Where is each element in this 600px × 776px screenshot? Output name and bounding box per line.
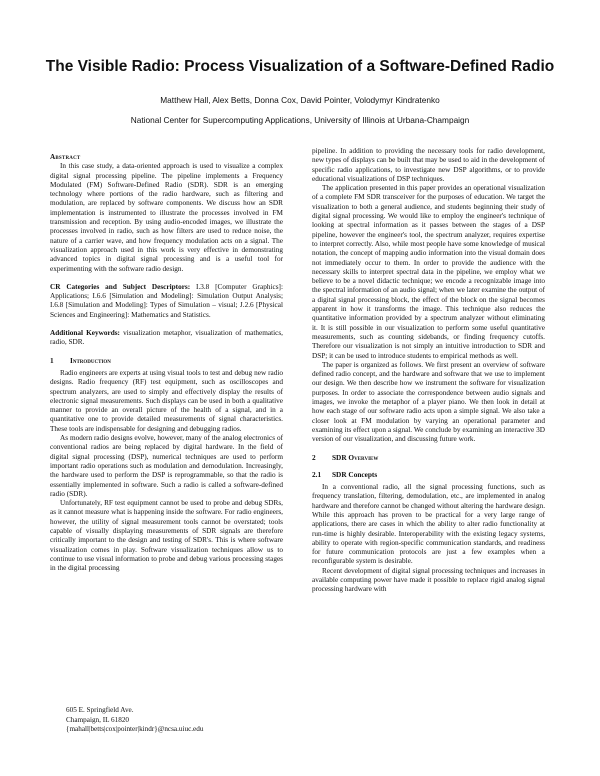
paragraph: Recent development of digital signal processing techniques and increases in available computing power have made it possible to replace rigid analog signal processing hardware with bbox=[312, 566, 545, 594]
abstract-heading: Abstract bbox=[50, 153, 81, 161]
cr-categories-label: CR Categories and Subject Descriptors: bbox=[50, 282, 191, 291]
footnote-city: Champaign, IL 61820 bbox=[66, 715, 130, 724]
author-address-footnote bbox=[66, 706, 286, 735]
section-2-title: SDR Overview bbox=[332, 452, 379, 462]
cr-categories bbox=[50, 283, 283, 320]
paragraph: Unfortunately, RF test equipment cannot be used to probe and debug SDRs, as it cannot measure what is happening inside the software. For radio engineers, however, the utility of signal measurement tools cannot be overstated; tools capable of visually displaying measurements of SDR signals are therefore critically important to the design and testing of SDR's. This is where software visualization comes in play. Software visualization techniques allow us to continue to use visual information to probe and debug various processing stages in the digital processing bbox=[50, 499, 283, 573]
paragraph: Radio engineers are experts at using visual tools to test and debug new radio designs. Radio frequency (RF) test equipment, such as oscilloscopes and spectrum analyzers, are used to simply and effectively display the results of electronic signal measurements. Such displays can be used in both a qualitative manner to provide an overall picture of the health of a signal, and in a quantitative one to provide detailed measurements of signal characteristics. These tools are indispensable for designing and debugging radios. bbox=[50, 368, 283, 433]
section-2-heading bbox=[312, 453, 545, 462]
section-2-number: 2 bbox=[312, 452, 316, 462]
section-1-number: 1 bbox=[50, 355, 54, 365]
affiliation: National Center for Supercomputing Applications, University of Illinois at Urbana-Champaign bbox=[130, 115, 470, 125]
footnote-emails: {mahall|betts|cox|pointer|kindr}@ncsa.uiuc.edu bbox=[66, 725, 204, 734]
footnote-street: 605 E. Springfield Ave. bbox=[66, 706, 134, 714]
paragraph: pipeline. In addition to providing the necessary tools for radio development, new types of displays can be built that may be used to aid in the development of specific radio applications, to investigate new DSP algorithms, or to provide educational visualizations of DSP techniques. bbox=[312, 147, 545, 183]
paper-title: The Visible Radio: Process Visualization of a Software-Defined Radio bbox=[45, 58, 555, 75]
right-column bbox=[312, 147, 545, 595]
section-2-1-title: SDR Concepts bbox=[332, 469, 378, 479]
keywords bbox=[50, 329, 283, 348]
paragraph: In a conventional radio, all the signal processing functions, such as frequency translation, filtering, demodulation, etc., are implemented in analog hardware and therefore cannot be changed without altering the hardware design. While this approach has proven to be practical for a very large range of applications, there are cases in which the ability to alter radio functionality at run-time is highly desirable. Interoperability with the existing legacy systems, ability to operate with region-specific communication standards, and readiness for future communication protocols are just a few examples when a reconfigurable system is desirable. bbox=[312, 483, 545, 566]
paragraph: The application presented in this paper provides an operational visualization of a complete FM SDR transceiver for the purposes of education. We target the visualization to both a general audience, and students beginning their study of digital signal processing. We would like to employ the engineer's technique of looking at spectral information as it passes between the stages of a DSP pipeline, however the engineer's tool, the spectrum analyzer, requires expertise to interpret correctly. Also, while most people have some knowledge of musical notation, the concept of mapping audio information into the visual domain does not immediately occur to them. In order to provide the audience with the necessary skills to interpret spectral data in the pipeline, we employ what we believe to be a novel didactic technique; we encode a recognizable image into the spectral information of an audio signal; when we later examine the output of a digital signal processing block, the effect of the block on the signal becomes apparent in how it transforms the image. This technique also reduces the quantitative information provided by a spectrum analyzer without eliminating it. It is still possible in our visualization to perform some useful quantitative measurements, such as counting sidebands, or finding frequency cutoffs. Therefore our visualization is not simply an intuitive introduction to SDR and DSP; it can be used to introduce students to empirical methods as well. bbox=[312, 184, 545, 360]
section-1-title: Introduction bbox=[70, 355, 111, 365]
keywords-label: Additional Keywords: bbox=[50, 329, 120, 338]
paragraph: The paper is organized as follows. We first present an overview of software defined radio concept, and the hardware and software that we use to implement our design. We then describe how we instrument the software for visualization purposes. In order to associate the correspondence between audio signals and images, we invoke the metaphor of a player piano. We then look in detail at how each stage of our software radio acts upon a simple signal. We also take a closer look at FM modulation by varying an operational parameter and examining its effect upon a signal. We conclude by examining an interactive 3D version of our visualization, and discussing future work. bbox=[312, 360, 545, 444]
left-column bbox=[50, 147, 283, 573]
cr-categories-text: I.3.8 [Computer Graphics]: Applications; I.6.6 [Simulation and Modeling]: Simulation Output Analysis; I.6.8 [Simulation and Modeling]: Types of Simulation – visual; J.2.6 [Physical Sciences and Engineering]: Mathematics and Statistics. bbox=[50, 282, 283, 319]
abstract-text: In this case study, a data-oriented approach is used to visualize a complex digital signal processing pipeline. The pipeline implements a Frequency Modulated (FM) Software-Defined Radio (SDR). SDR is an emerging technology where portions of the radio hardware, such as filtering and modulation, are replaced by software components. We discuss how an SDR implementation is instrumented to illustrate the processes involved in FM transmission and reception. By using audio-encoded images, we illustrate the processes involved in radio, such as how filters are used to reduce noise, the nature of a carrier wave, and how frequency modulation acts on a signal. The visualization approach used in this work is very effective in demonstrating advanced topics in digital signal processing and is a useful tool for experimenting with the software radio design. bbox=[50, 162, 283, 273]
keywords-text: visualization metaphor, visualization of mathematics, radio, SDR. bbox=[50, 329, 283, 347]
section-1-heading bbox=[50, 356, 283, 365]
paragraph: As modern radio designs evolve, however, many of the analog electronics of conventional radios are being replaced by digital hardware. In the field of digital signal processing (DSP), numerical techniques are used to perform important radio operations such as modulation and demodulation. Increasingly, the hardware used to perform the DSP is reprogrammable, so that the radio is essentially implemented in software. Such a radio is called a software-defined radio (SDR). bbox=[50, 434, 283, 498]
author-list: Matthew Hall, Alex Betts, Donna Cox, David Pointer, Volodymyr Kindratenko bbox=[160, 95, 440, 105]
section-2-1-heading bbox=[312, 470, 545, 479]
section-2-1-number: 2.1 bbox=[312, 469, 322, 479]
